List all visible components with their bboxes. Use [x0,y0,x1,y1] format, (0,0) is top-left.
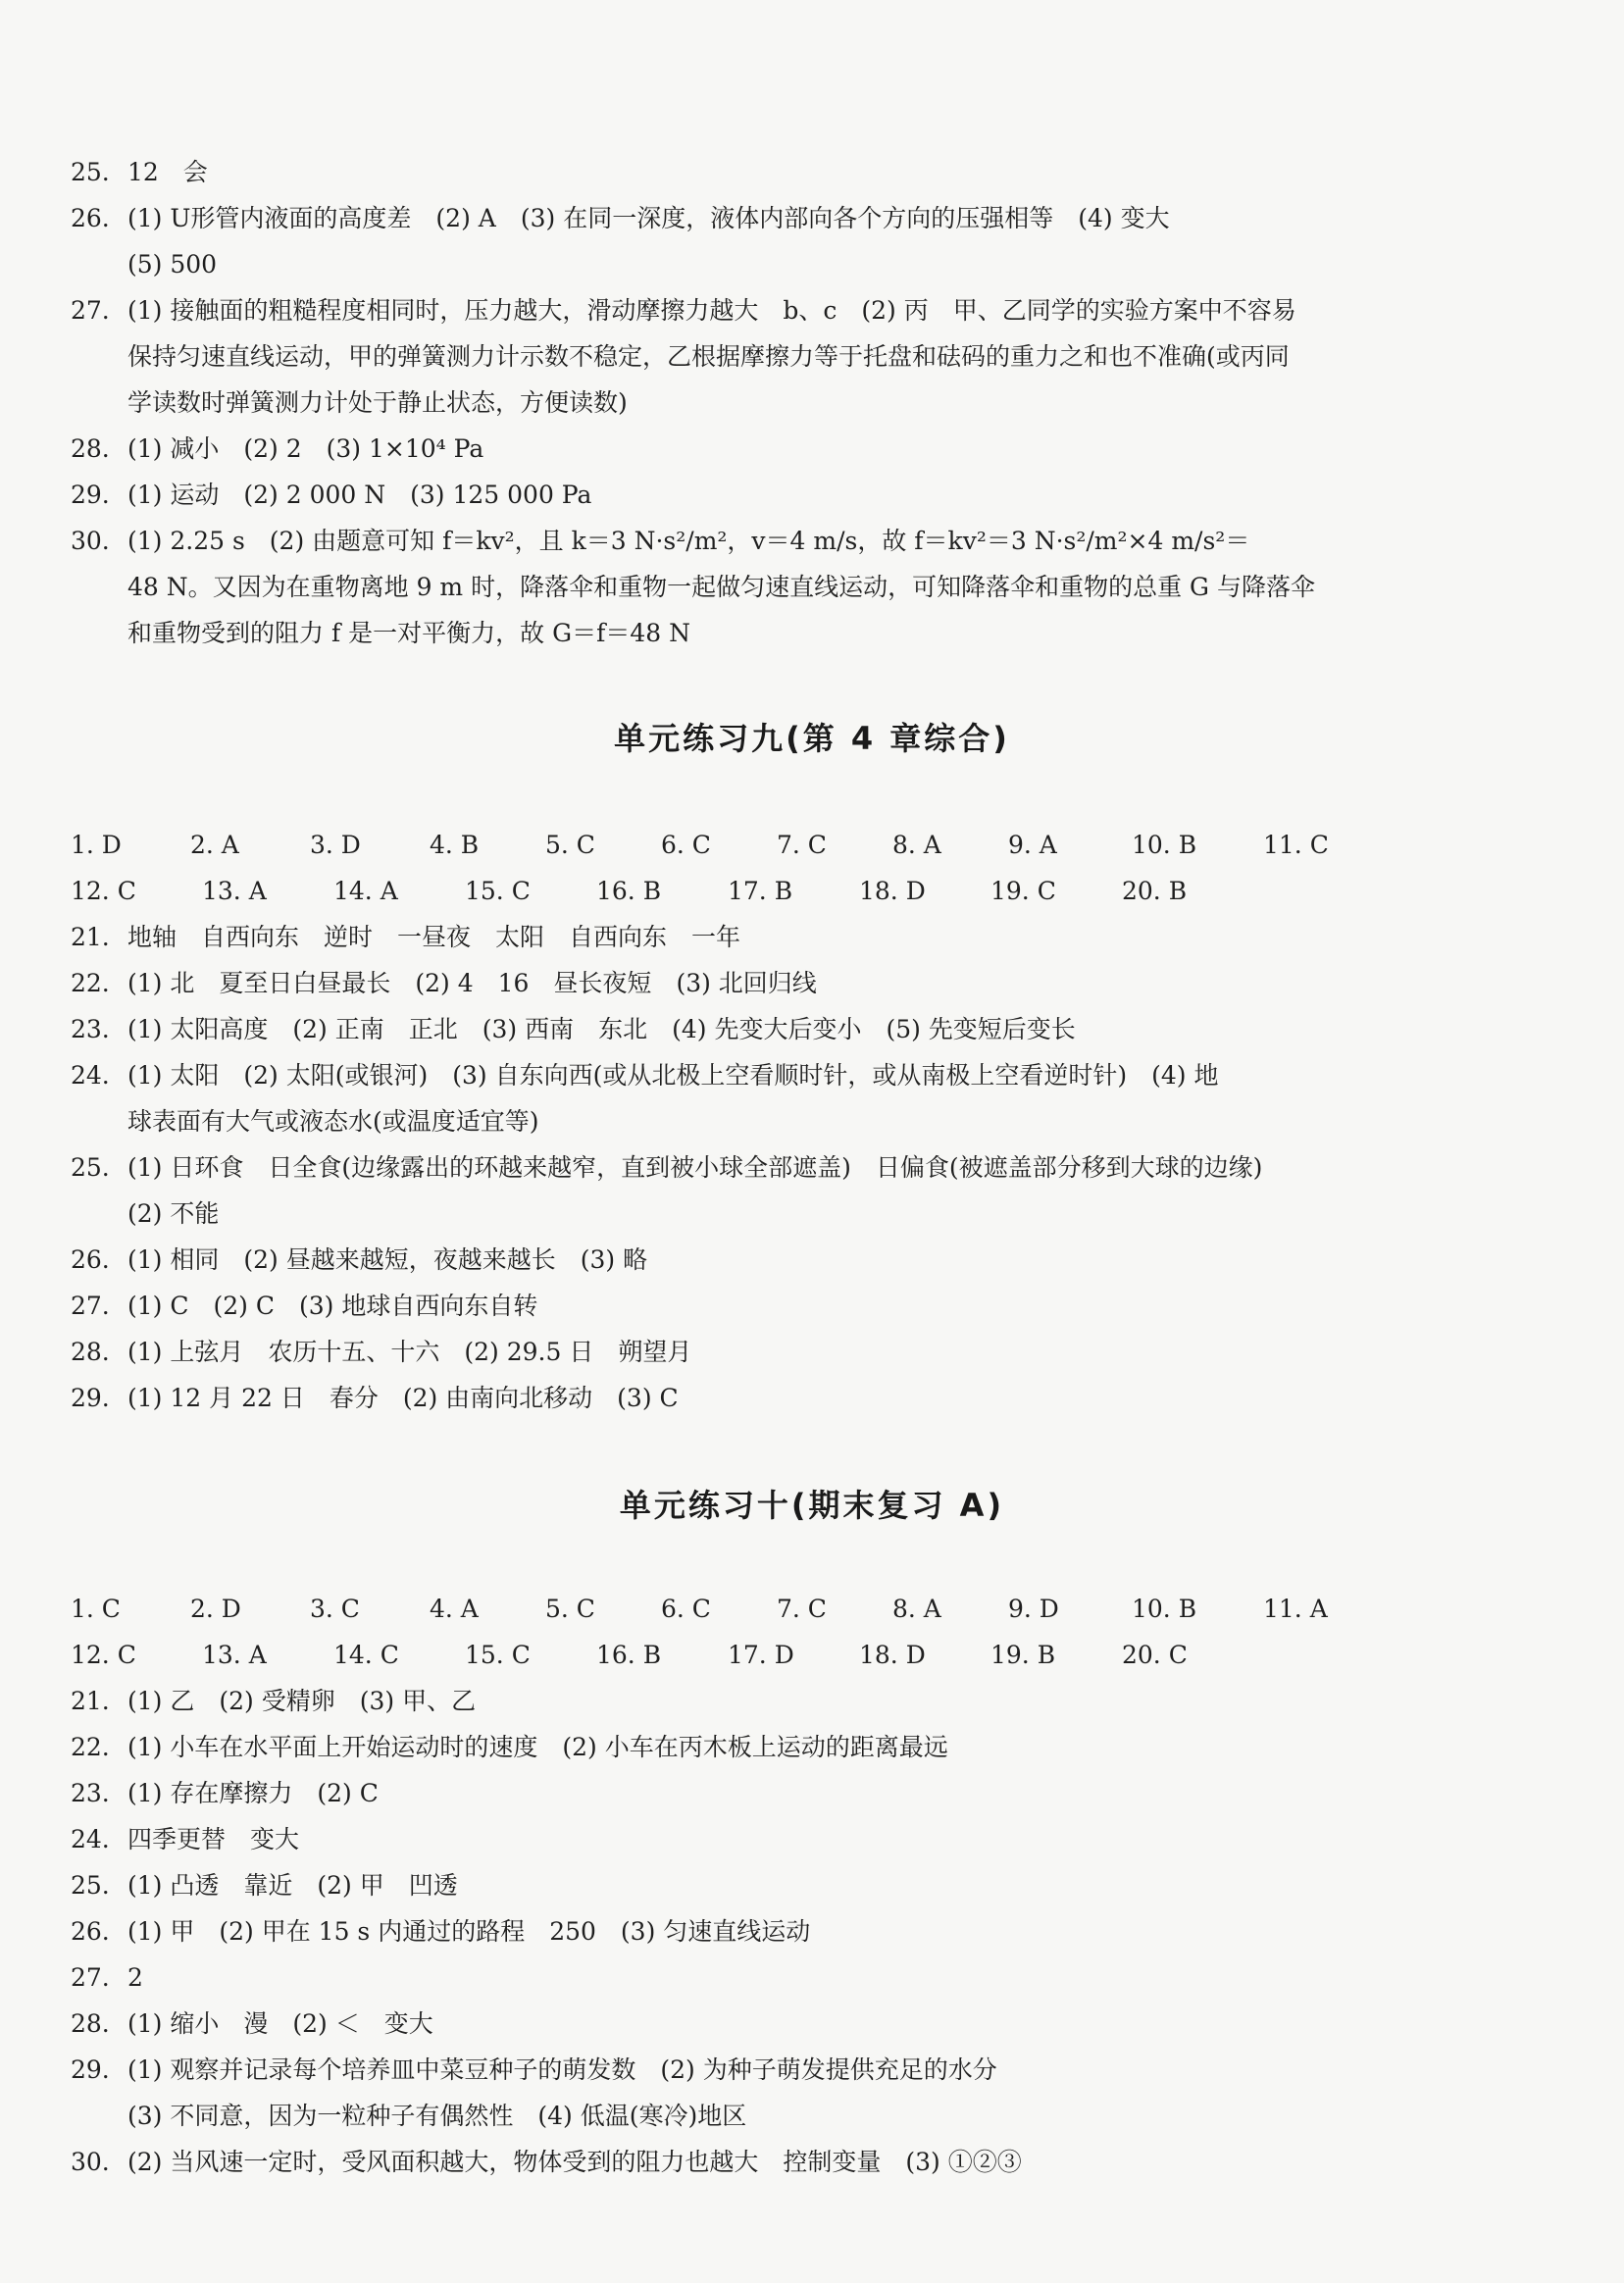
question-number: 22. [71,1733,110,1761]
answer-line [71,1006,1444,1052]
answer-line [71,2139,1444,2185]
answer-text: 12 会 [127,158,208,186]
answer-line [71,472,1444,518]
mc-answer: 13. A [202,877,267,905]
answer-line [71,195,1444,241]
question-number: 25. [71,158,110,186]
mc-row [71,1586,1444,1632]
mc-answer: 13. A [202,1641,267,1669]
mc-answer: 19. B [990,1641,1056,1669]
answer-text: (1) U形管内液面的高度差 (2) A (3) 在同一深度，液体内部向各个方向的压强相等 (4) 变大 [127,204,1170,232]
question-number: 27. [71,1292,110,1320]
mc-answer: 6. C [661,831,711,859]
answer-line [71,1329,1444,1375]
question-number: 27. [71,296,110,325]
answer-line [71,2001,1444,2047]
mc-row [71,868,1444,914]
mc-answer: 14. C [333,1641,399,1669]
mc-row [71,1632,1444,1678]
answer-line [71,149,1444,195]
mc-answer: 3. C [310,1595,360,1623]
mc-answer: 18. D [859,877,926,905]
mc-answer: 11. C [1263,831,1329,859]
answer-line [71,1816,1444,1862]
section-title: 单元练习九(第 4 章综合) [614,720,1010,757]
question-number: 30. [71,527,110,555]
mc-answer: 1. C [71,1595,121,1623]
answer-text: (1) 太阳 (2) 太阳(或银河) (3) 自东向西(或从北极上空看顺时针，或从南极上空看逆时针) (4) 地 [127,1061,1219,1090]
answers-block-top [71,149,1444,656]
answer-text: (1) 缩小 漫 (2) ＜ 变大 [127,2009,433,2038]
answer-text: (1) 观察并记录每个培养皿中菜豆种子的萌发数 (2) 为种子萌发提供充足的水分 [127,2055,997,2084]
mc-answer: 15. C [465,1641,531,1669]
mc-answer: 16. B [596,1641,662,1669]
mc-answer: 2. D [190,1595,241,1623]
mc-answer: 8. A [892,1595,941,1623]
mc-answer: 1. D [71,831,122,859]
mc-answer: 10. B [1132,831,1197,859]
mc-row [71,822,1444,868]
mc-answer: 18. D [859,1641,926,1669]
question-number: 29. [71,1384,110,1412]
answer-text: (1) 存在摩擦力 (2) C [127,1779,379,1807]
answer-line [71,914,1444,960]
answer-text: (1) 太阳高度 (2) 正南 正北 (3) 西南 东北 (4) 先变大后变小 (5) 先变短后变长 [127,1015,1076,1043]
question-number: 24. [71,1061,110,1090]
answer-text: (1) 减小 (2) 2 (3) 1×10⁴ Pa [127,434,484,463]
question-number: 28. [71,1338,110,1366]
mc-answer: 12. C [71,1641,136,1669]
question-number: 29. [71,2055,110,2084]
answer-text: 四季更替 变大 [127,1825,300,1853]
mc-answer: 16. B [596,877,662,905]
answer-line [71,1283,1444,1329]
question-number: 23. [71,1779,110,1807]
answer-text: (1) 接触面的粗糙程度相同时，压力越大，滑动摩擦力越大 b、c (2) 丙 甲、乙同学的实验方案中不容易 [127,296,1296,325]
answer-text: 地轴 自西向东 逆时 一昼夜 太阳 自西向东 一年 [127,923,741,951]
question-number: 29. [71,481,110,509]
answer-text: 2 [127,1963,143,1992]
answer-text: (1) 12 月 22 日 春分 (2) 由南向北移动 (3) C [127,1384,679,1412]
question-number: 22. [71,969,110,997]
answer-text: (1) 上弦月 农历十五、十六 (2) 29.5 日 朔望月 [127,1338,692,1366]
question-number: 26. [71,1245,110,1274]
mc-answer: 3. D [310,831,361,859]
mc-answer: 14. A [333,877,398,905]
answer-text: (1) 小车在水平面上开始运动时的速度 (2) 小车在丙木板上运动的距离最远 [127,1733,948,1761]
mc-answer: 20. B [1122,877,1188,905]
mc-answer: 6. C [661,1595,711,1623]
answer-continuation: (3) 不同意，因为一粒种子有偶然性 (4) 低温(寒冷)地区 [127,2102,747,2130]
mc-answer: 2. A [190,831,239,859]
answer-continuation: (5) 500 [127,250,218,279]
answer-line [71,2047,1444,2093]
question-number: 24. [71,1825,110,1853]
question-number: 21. [71,1687,110,1715]
answer-line [71,1862,1444,1908]
answer-text: (1) 乙 (2) 受精卵 (3) 甲、乙 [127,1687,477,1715]
mc-answer: 9. D [1008,1595,1059,1623]
question-number: 28. [71,434,110,463]
question-number: 26. [71,204,110,232]
answer-line [71,518,1444,564]
mc-answer: 15. C [465,877,531,905]
answer-line [71,1678,1444,1724]
question-number: 27. [71,1963,110,1992]
answer-line [71,1770,1444,1816]
answer-text: (1) 凸透 靠近 (2) 甲 凹透 [127,1871,458,1900]
answer-text: (1) C (2) C (3) 地球自西向东自转 [127,1292,538,1320]
mc-answer: 12. C [71,877,136,905]
answer-line [71,1052,1444,1098]
answer-line [71,1954,1444,2001]
answer-continuation: 和重物受到的阻力 f 是一对平衡力，故 G＝f＝48 N [127,619,690,647]
mc-answer: 17. B [728,877,793,905]
answer-text: (2) 当风速一定时，受风面积越大，物体受到的阻力也越大 控制变量 (3) ①②③ [127,2148,1022,2176]
answer-line [71,1908,1444,1954]
mc-answer: 9. A [1008,831,1057,859]
question-number: 26. [71,1917,110,1946]
mc-answer: 8. A [892,831,941,859]
answer-text: (1) 北 夏至日白昼最长 (2) 4 16 昼长夜短 (3) 北回归线 [127,969,817,997]
question-number: 30. [71,2148,110,2176]
mc-answer: 7. C [777,831,827,859]
answer-line [71,287,1444,333]
mc-answer: 19. C [990,877,1056,905]
mc-answer: 5. C [545,831,595,859]
answer-continuation: 球表面有大气或液态水(或温度适宜等) [127,1107,539,1136]
answer-line [71,426,1444,472]
question-number: 28. [71,2009,110,2038]
question-number: 25. [71,1871,110,1900]
answer-line [71,1237,1444,1283]
question-number: 21. [71,923,110,951]
answer-continuation: 保持匀速直线运动，甲的弹簧测力计示数不稳定，乙根据摩擦力等于托盘和砝码的重力之和也不准确(或丙同 [127,342,1290,371]
answer-line [71,1144,1444,1191]
answer-text: (1) 甲 (2) 甲在 15 s 内通过的路程 250 (3) 匀速直线运动 [127,1917,811,1946]
answer-line [71,1724,1444,1770]
question-number: 23. [71,1015,110,1043]
answer-text: (1) 2.25 s (2) 由题意可知 f＝kv²，且 k＝3 N·s²/m²，v＝4 m/s，故 f＝kv²＝3 N·s²/m²×4 m/s²＝ [127,527,1250,555]
section-title: 单元练习十(期末复习 A) [619,1487,1005,1524]
answer-line [71,1375,1444,1421]
mc-answer: 10. B [1132,1595,1197,1623]
mc-answer: 20. C [1122,1641,1188,1669]
mc-answer: 17. D [728,1641,794,1669]
answer-line [71,960,1444,1006]
mc-answers-section10 [71,1586,1444,2185]
question-number: 25. [71,1153,110,1182]
answer-continuation: (2) 不能 [127,1199,220,1228]
answer-text: (1) 运动 (2) 2 000 N (3) 125 000 Pa [127,481,592,509]
mc-answer: 4. A [430,1595,479,1623]
mc-answers-section9 [71,822,1444,1421]
mc-answer: 11. A [1263,1595,1328,1623]
answer-text: (1) 相同 (2) 昼越来越短，夜越来越长 (3) 略 [127,1245,648,1274]
answer-continuation: 48 N。又因为在重物离地 9 m 时，降落伞和重物一起做匀速直线运动，可知降落伞和重物的总重 G 与降落伞 [127,573,1315,601]
mc-answer: 4. B [430,831,480,859]
mc-answer: 7. C [777,1595,827,1623]
answer-continuation: 学读数时弹簧测力计处于静止状态，方便读数) [127,388,628,417]
mc-answer: 5. C [545,1595,595,1623]
answer-text: (1) 日环食 日全食(边缘露出的环越来越窄，直到被小球全部遮盖) 日偏食(被遮盖部分移到大球的边缘) [127,1153,1263,1182]
